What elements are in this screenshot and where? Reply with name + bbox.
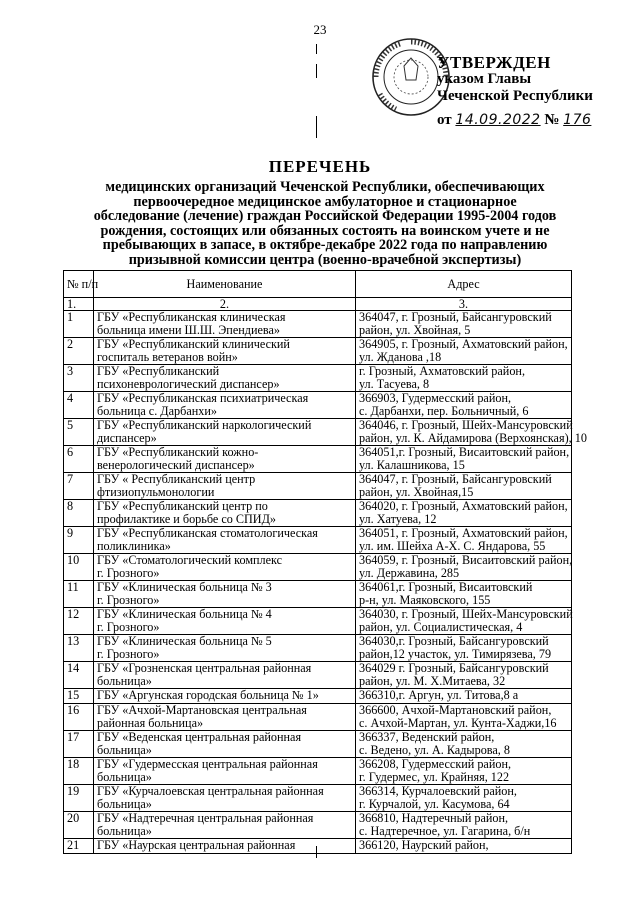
approval-decree-line: указом Главы <box>437 71 532 87</box>
organization-address <box>356 731 572 758</box>
organization-address-line: 366810, Надтеречный район, <box>359 811 509 825</box>
organization-name-line: больница» <box>97 742 152 757</box>
organization-address-line: 364061,г. Грозный, Висаитовский <box>359 580 533 594</box>
subtitle-line: медицинских организаций Чеченской Республики, обеспечивающих <box>105 179 545 195</box>
organization-name-line: ГБУ «Гудермесская центральная районная <box>97 757 318 771</box>
row-number: 17 <box>64 731 94 758</box>
document-title: ПЕРЕЧЕНЬ <box>268 157 372 176</box>
subtitle-line: рождения, состоящих или обязанных состоять на воинском учете и не <box>100 222 550 239</box>
organization-name-line: больница имени Ш.Ш. Эпендиева» <box>97 322 280 337</box>
row-number: 20 <box>64 812 94 839</box>
organization-address-line: 366600, Ачхой-Мартановский район, <box>359 703 552 717</box>
organization-name-line: ГБУ «Республиканский центр по <box>97 499 268 513</box>
organization-address <box>356 473 572 500</box>
row-number: 2 <box>64 338 94 365</box>
table-row <box>64 731 572 758</box>
organization-name-line: ГБУ «Республиканский <box>97 364 220 378</box>
organization-address-line: район, ул. Социалистическая, 4 <box>359 619 523 634</box>
approval-date-value: 14.09.2022 <box>455 112 541 128</box>
row-number: 10 <box>64 554 94 581</box>
organization-name <box>94 785 356 812</box>
header-name: Наименование <box>94 271 356 298</box>
organization-address <box>356 365 572 392</box>
organization-address-line: ул. им. Шейха А-Х. С. Яндарова, 55 <box>359 538 546 553</box>
organization-name-line: больница» <box>97 823 152 838</box>
approval-block <box>437 54 637 129</box>
table-row <box>64 554 572 581</box>
column-number-1: 1. <box>64 298 94 311</box>
column-number-3: 3. <box>356 298 572 311</box>
table-body <box>64 310 587 854</box>
row-number: 11 <box>64 581 94 608</box>
organization-address-line: 364047, г. Грозный, Байсангуровский <box>359 310 552 324</box>
approval-authority-line: Чеченской Республики <box>437 88 593 104</box>
organization-address <box>356 446 572 473</box>
organization-name-line: ГБУ «Стоматологический комплекс <box>97 553 283 567</box>
document-subtitle <box>72 180 578 268</box>
organization-name-line: госпиталь ветеранов войн» <box>97 349 238 364</box>
organization-name-line: профилактике и борьбе со СПИД» <box>97 511 277 526</box>
organization-address <box>356 662 572 689</box>
organization-name-line: ГБУ «Наурская центральная районная <box>97 838 296 852</box>
table-row <box>64 527 572 554</box>
subtitle-line: пребывающих в запасе, в октябре-декабре 2022 года по направлению <box>102 237 548 254</box>
organization-address-line: 364059, г. Грозный, Висаитовский район, <box>359 553 573 567</box>
row-number: 1 <box>64 311 94 338</box>
organization-address <box>356 839 572 854</box>
organization-name-line: г. Грозного» <box>97 565 160 580</box>
organization-name-line: больница» <box>97 769 152 784</box>
table-row <box>64 839 572 854</box>
table-row <box>64 635 572 662</box>
row-number: 7 <box>64 473 94 500</box>
organization-address-line: 364047, г. Грозный, Байсангуровский <box>359 472 552 486</box>
organization-address-line: 364051,г. Грозный, Висаитовский район, <box>359 445 570 459</box>
organization-name-line: ГБУ « Республиканский центр <box>97 472 256 486</box>
organization-address-line: 366314, Курчалоевский район, <box>359 784 517 798</box>
table-row <box>64 812 572 839</box>
organization-name <box>94 500 356 527</box>
table-row <box>64 311 572 338</box>
table-row <box>64 500 572 527</box>
organization-name <box>94 473 356 500</box>
organization-name-line: больница» <box>97 796 152 811</box>
row-number: 6 <box>64 446 94 473</box>
organization-address <box>356 608 572 635</box>
organization-address-line: район, ул. М. Х.Митаева, 32 <box>359 673 506 688</box>
organization-name-line: поликлиника» <box>97 538 171 553</box>
organization-address-line: г. Грозный, Ахматовский район, <box>359 364 525 378</box>
organization-address-line: 364030,г. Грозный, Байсангуровский <box>359 634 549 648</box>
organization-address <box>356 704 572 731</box>
organization-address-line: район, ул. Хвойная, 5 <box>359 322 471 337</box>
organization-name-line: психоневрологический диспансер» <box>97 376 280 391</box>
organization-name-line: ГБУ «Республиканский клинический <box>97 337 290 351</box>
table-row <box>64 608 572 635</box>
organization-address-line: ул. Хатуева, 12 <box>359 511 437 526</box>
organization-address-line: 366337, Веденский район, <box>359 730 495 744</box>
organization-name <box>94 812 356 839</box>
row-number: 15 <box>64 689 94 704</box>
table-row <box>64 419 572 446</box>
organization-address <box>356 527 572 554</box>
row-number: 14 <box>64 662 94 689</box>
organization-address <box>356 418 587 446</box>
organization-name <box>94 446 356 473</box>
header-number-label: № п/п <box>67 277 99 291</box>
organization-address <box>356 581 572 608</box>
approval-date-line <box>437 112 637 129</box>
organization-address-line: 364020, г. Грозный, Ахматовский район, <box>359 499 568 513</box>
row-number: 16 <box>64 704 94 731</box>
fold-mark-top <box>316 44 317 54</box>
organization-name <box>94 338 356 365</box>
organization-address-line: район,12 участок, ул. Тимирязева, 79 <box>359 646 552 661</box>
organization-address-line: район, ул. Хвойная,15 <box>359 484 474 499</box>
organization-name-line: ГБУ «Клиническая больница № 3 <box>97 580 272 594</box>
organization-name-line: ГБУ «Веденская центральная районная <box>97 730 302 744</box>
row-number: 13 <box>64 635 94 662</box>
row-number: 9 <box>64 527 94 554</box>
fold-mark-lower <box>316 116 317 138</box>
organization-name-line: ГБУ «Клиническая больница № 5 <box>97 634 272 648</box>
table-row <box>64 446 572 473</box>
organization-name-line: ГБУ «Республиканский кожно- <box>97 445 259 459</box>
organization-address <box>356 338 572 365</box>
organization-name-line: г. Грозного» <box>97 646 160 661</box>
table-row <box>64 662 572 689</box>
organization-name <box>94 527 356 554</box>
organization-name <box>94 635 356 662</box>
organization-name-line: ГБУ «Республиканская психиатрическая <box>97 391 309 405</box>
organization-name-line: ГБУ «Надтеречная центральная районная <box>97 811 314 825</box>
organization-name-line: г. Грозного» <box>97 619 160 634</box>
organization-address-line: г. Гудермес, ул. Крайняя, 122 <box>359 769 510 784</box>
row-number: 19 <box>64 785 94 812</box>
page-number: 23 <box>313 22 327 37</box>
organization-address-line: ул. Тасуева, 8 <box>359 376 430 391</box>
column-number-2: 2. <box>94 298 356 311</box>
table-row <box>64 473 572 500</box>
table-row <box>64 785 572 812</box>
organization-address <box>356 392 572 419</box>
row-number: 8 <box>64 500 94 527</box>
approval-heading: УТВЕРЖДЕН <box>437 53 551 72</box>
table-header-row <box>64 271 572 298</box>
organization-name-line: ГБУ «Грозненская центральная районная <box>97 661 312 675</box>
row-number: 4 <box>64 392 94 419</box>
organization-name <box>94 704 356 731</box>
organization-address-line: ул. Державина, 285 <box>359 565 460 580</box>
table-row <box>64 365 572 392</box>
approval-number-value: 176 <box>563 112 592 128</box>
subtitle-line: первоочередное медицинское амбулаторное и стационарное <box>133 193 517 210</box>
organizations-table <box>63 270 587 854</box>
organization-name-line: ГБУ «Республиканская стоматологическая <box>97 526 318 540</box>
organization-address-line: с. Ачхой-Мартан, ул. Кунта-Хаджи,16 <box>359 715 557 730</box>
organization-address-line: 366310,г. Аргун, ул. Титова,8 а <box>359 688 519 702</box>
organization-name-line: г. Грозного» <box>97 592 160 607</box>
table-row <box>64 689 572 704</box>
organization-name-line: ГБУ «Республиканский наркологический <box>97 418 312 432</box>
organization-address-line: 364905, г. Грозный, Ахматовский район, <box>359 337 568 351</box>
organization-address-line: ул. Калашникова, 15 <box>359 457 465 472</box>
organization-address <box>356 812 572 839</box>
organization-name <box>94 365 356 392</box>
organization-address-line: с. Дарбанхи, пер. Больничный, 6 <box>359 403 529 418</box>
organization-address-line: 364051, г. Грозный, Ахматовский район, <box>359 526 568 540</box>
organization-name-line: фтизиопульмонологии <box>97 484 215 499</box>
organization-name <box>94 392 356 419</box>
organization-name-line: больница» <box>97 673 152 688</box>
organization-address-line: с. Ведено, ул. А. Кадырова, 8 <box>359 742 510 757</box>
table-row <box>64 758 572 785</box>
table-row <box>64 392 572 419</box>
organization-name-line: ГБУ «Курчалоевская центральная районная <box>97 784 324 798</box>
row-number: 18 <box>64 758 94 785</box>
organization-address-line: район, ул. К. Айдамирова (Верхоянская), 10 <box>359 430 587 445</box>
subtitle-line: призывной комиссии центра (военно-врачебной экспертизы) <box>128 251 522 268</box>
table-row <box>64 704 572 731</box>
organization-address <box>356 500 572 527</box>
header-number <box>64 271 99 298</box>
organization-address <box>356 635 572 662</box>
organization-address <box>356 785 572 812</box>
row-number: 12 <box>64 608 94 635</box>
organization-address-line: 364029 г. Грозный, Байсангуровский <box>359 661 549 675</box>
organization-name-line: ГБУ «Аргунская городская больница № 1» <box>97 688 319 702</box>
organization-address-line: р-н, ул. Маяковского, 155 <box>359 592 491 607</box>
organization-name-line: ГБУ «Республиканская клиническая <box>97 310 286 324</box>
row-number: 21 <box>64 839 94 854</box>
organization-address-line: 366208, Гудермесский район, <box>359 757 512 771</box>
row-number: 5 <box>64 419 94 446</box>
table-row <box>64 581 572 608</box>
organization-name-line: ГБУ «Ачхой-Мартановская центральная <box>97 703 307 717</box>
organization-address <box>356 311 572 338</box>
organization-name-line: ГБУ «Клиническая больница № 4 <box>97 607 272 621</box>
approval-date-prefix: от <box>437 112 452 128</box>
organization-address-line: ул. Жданова ,18 <box>359 349 442 364</box>
organization-address <box>356 554 572 581</box>
organization-name <box>94 581 356 608</box>
organization-name <box>94 689 356 704</box>
organization-address-line: 366120, Наурский район, <box>359 838 489 852</box>
organization-name <box>94 311 356 338</box>
organization-address-line: г. Курчалой, ул. Касумова, 64 <box>359 796 510 811</box>
organization-name <box>94 758 356 785</box>
table-row <box>64 338 572 365</box>
organization-name-line: районная больница» <box>97 715 204 730</box>
organization-address-line: 366903, Гудермесский район, <box>359 391 512 405</box>
column-number-row <box>64 298 572 311</box>
fold-mark-middle <box>316 64 317 78</box>
organization-address-line: с. Надтеречное, ул. Гагарина, б/н <box>359 823 531 838</box>
row-number: 3 <box>64 365 94 392</box>
subtitle-line: обследование (лечение) граждан Российской Федерации 1995-2004 годов <box>93 208 557 225</box>
approval-number-prefix: № <box>544 112 560 128</box>
header-address: Адрес <box>356 271 572 298</box>
organization-name <box>94 419 356 446</box>
organization-address-line: 364030, г. Грозный, Шейх-Мансуровский <box>359 607 573 621</box>
organization-name <box>94 731 356 758</box>
organization-name-line: венерологический диспансер» <box>97 457 255 472</box>
fold-mark-bottom <box>316 846 317 858</box>
organization-address-line: 364046, г. Грозный, Шейх-Мансуровский <box>359 418 573 432</box>
organization-name <box>94 662 356 689</box>
organization-name-line: больница с. Дарбанхи» <box>97 403 217 418</box>
organization-name <box>94 554 356 581</box>
organization-name-line: диспансер» <box>97 430 157 445</box>
organization-address <box>356 689 572 704</box>
organization-address <box>356 758 572 785</box>
organization-name <box>94 608 356 635</box>
